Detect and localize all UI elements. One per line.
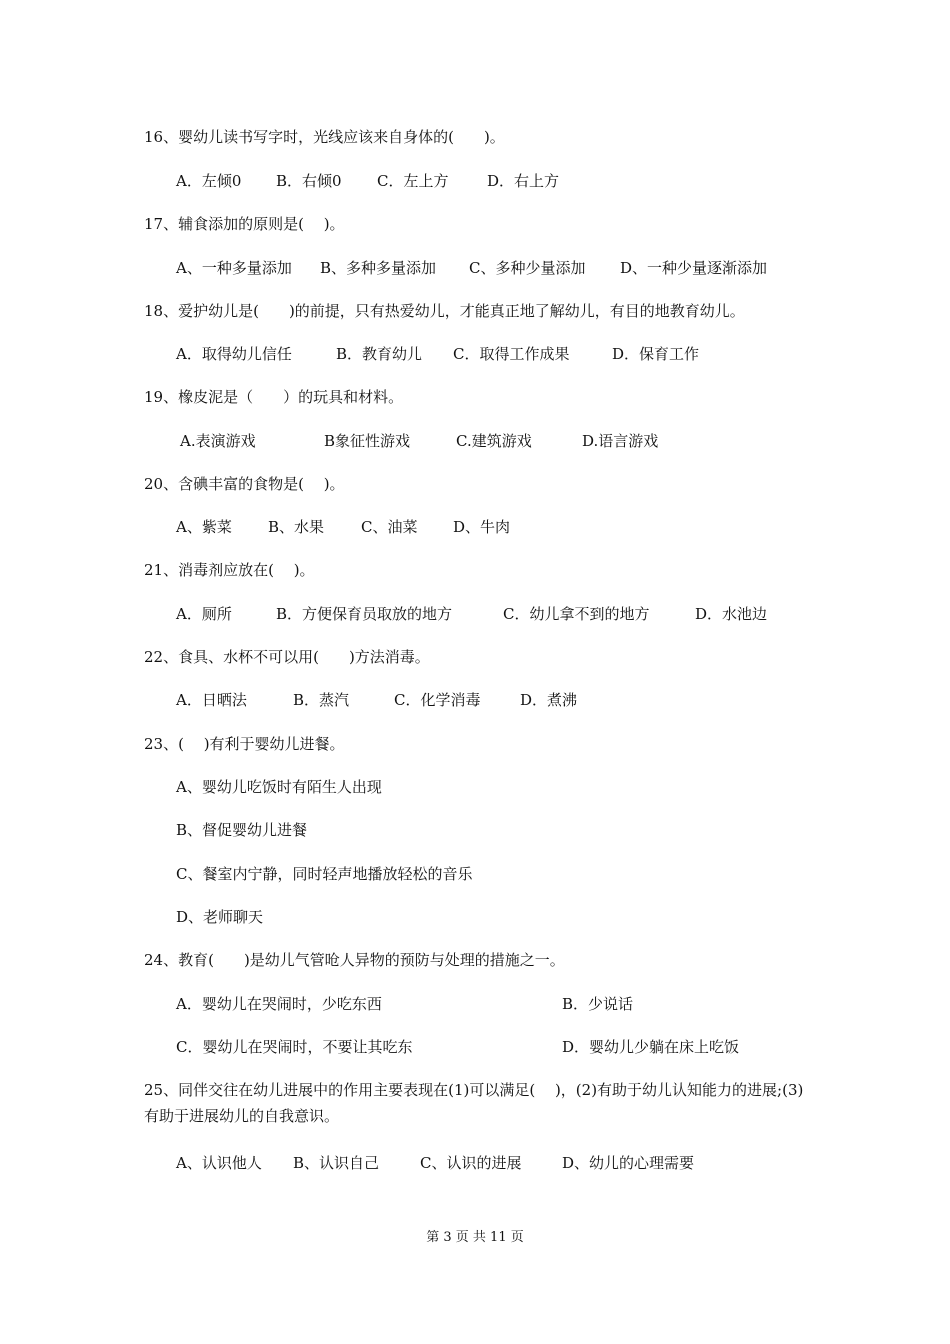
q18-option-c: C．取得工作成果: [453, 345, 570, 363]
q24-option-d: D．婴幼儿少躺在床上吃饭: [562, 1038, 740, 1056]
question-21: 21、消毒剂应放在( )。: [144, 561, 315, 579]
q22-option-d: D．煮沸: [520, 691, 578, 709]
q24-option-a: A．婴幼儿在哭闹时，少吃东西: [176, 995, 382, 1013]
q21-option-b: B．方便保育员取放的地方: [276, 605, 453, 623]
q22-option-c: C．化学消毒: [394, 691, 481, 709]
q18-option-a: A．取得幼儿信任: [176, 345, 292, 363]
q19-option-a: A.表演游戏: [180, 432, 256, 450]
q23-option-b: B、督促婴幼儿进餐: [176, 821, 308, 839]
q20-option-d: D、牛肉: [453, 518, 511, 536]
q20-option-b: B、水果: [268, 518, 325, 536]
q22-option-b: B．蒸汽: [293, 691, 350, 709]
question-23: 23、( )有利于婴幼儿进餐。: [144, 735, 345, 753]
q25-option-a: A、认识他人: [176, 1154, 262, 1172]
question-18: 18、爱护幼儿是( )的前提，只有热爱幼儿，才能真正地了解幼儿，有目的地教育幼儿。: [144, 302, 745, 320]
q24-option-b: B．少说话: [562, 995, 634, 1013]
q20-option-a: A、紫菜: [176, 518, 232, 536]
page-footer: 第 3 页 共 11 页: [426, 1230, 524, 1245]
q18-option-d: D．保育工作: [612, 345, 700, 363]
q24-option-c: C．婴幼儿在哭闹时，不要让其吃东: [176, 1038, 413, 1056]
q25-option-d: D、幼儿的心理需要: [562, 1154, 695, 1172]
q19-option-c: C.建筑游戏: [456, 432, 532, 450]
q17-option-b: B、多种多量添加: [320, 259, 437, 277]
q22-option-a: A．日晒法: [176, 691, 247, 709]
question-17: 17、辅食添加的原则是( )。: [144, 215, 345, 233]
q17-option-a: A、一种多量添加: [176, 259, 292, 277]
q23-option-d: D、老师聊天: [176, 908, 264, 926]
q21-option-c: C．幼儿拿不到的地方: [503, 605, 650, 623]
q16-option-b: B．右倾0: [276, 172, 342, 190]
question-25: 25、同伴交往在幼儿进展中的作用主要表现在(1)可以满足( )，(2)有助于幼儿认知能力的进展;(3)有助于进展幼儿的自我意识。: [144, 1081, 804, 1125]
q23-option-c: C、餐室内宁静，同时轻声地播放轻松的音乐: [176, 865, 473, 883]
question-16: 16、婴幼儿读书写字时，光线应该来自身体的( )。: [144, 128, 505, 146]
question-20: 20、含碘丰富的食物是( )。: [144, 475, 345, 493]
q19-option-b: B象征性游戏: [324, 432, 411, 450]
q23-option-a: A、婴幼儿吃饭时有陌生人出现: [176, 778, 382, 796]
q18-option-b: B．教育幼儿: [336, 345, 423, 363]
q17-option-c: C、多种少量添加: [469, 259, 586, 277]
q17-option-d: D、一种少量逐渐添加: [620, 259, 768, 277]
q16-option-c: C．左上方: [377, 172, 449, 190]
question-22: 22、食具、水杯不可以用( )方法消毒。: [144, 648, 430, 666]
q21-option-d: D．水池边: [695, 605, 768, 623]
q16-option-d: D．右上方: [487, 172, 560, 190]
q20-option-c: C、油菜: [361, 518, 418, 536]
q19-option-d: D.语言游戏: [582, 432, 659, 450]
question-24: 24、教育( )是幼儿气管呛人异物的预防与处理的措施之一。: [144, 951, 565, 969]
q16-option-a: A．左倾0: [176, 172, 242, 190]
q21-option-a: A．厕所: [176, 605, 232, 623]
q25-option-c: C、认识的进展: [420, 1154, 522, 1172]
q25-option-b: B、认识自己: [293, 1154, 380, 1172]
question-19: 19、橡皮泥是（ ）的玩具和材料。: [144, 388, 404, 406]
